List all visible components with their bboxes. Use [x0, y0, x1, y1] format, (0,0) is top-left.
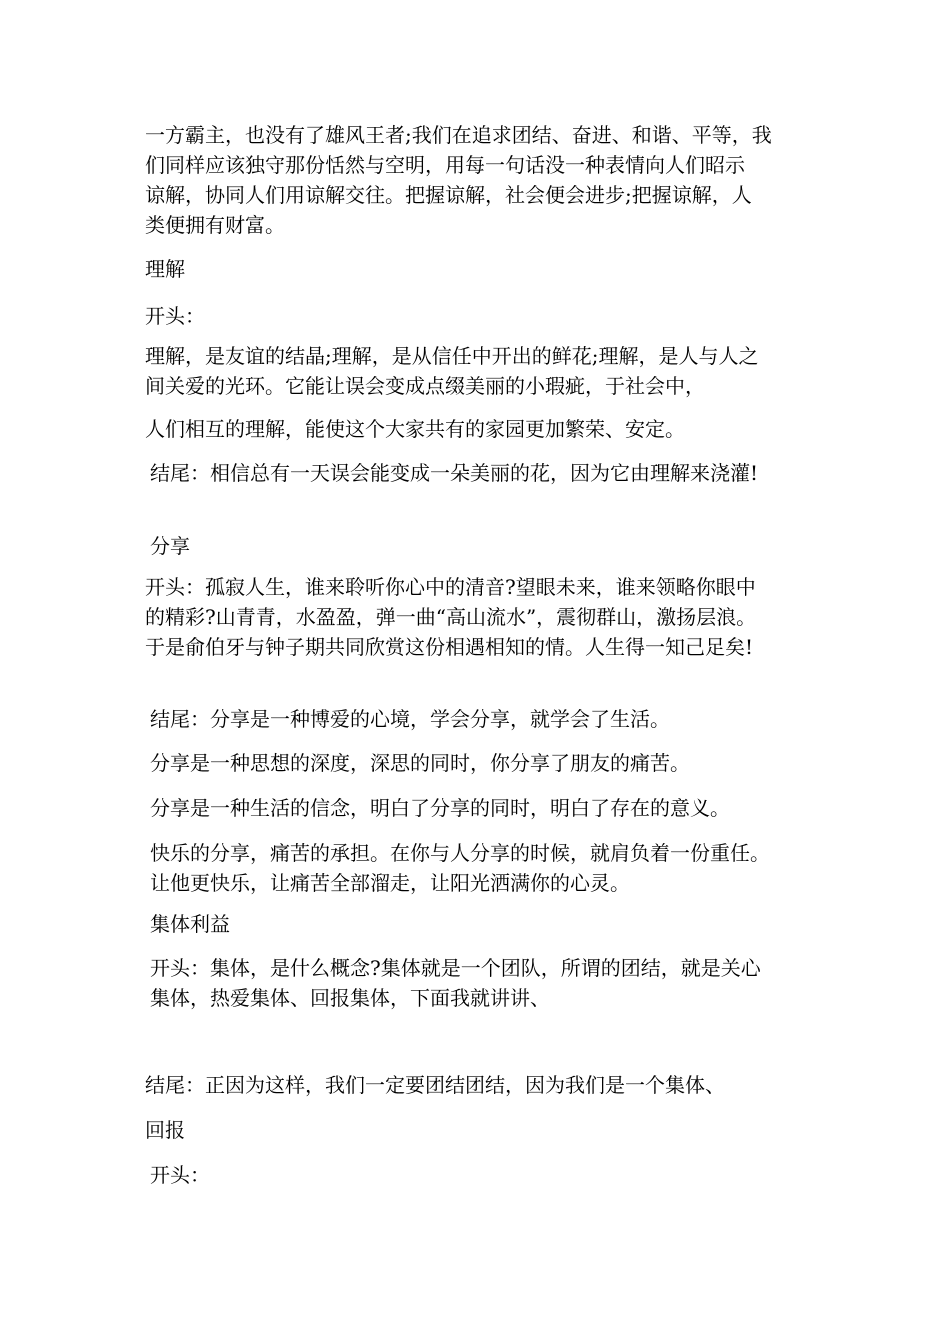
text-line: 一方霸主，也没有了雄风王者;我们在追求团结、奋进、和谐、平等，我: [145, 123, 772, 147]
text-line: 的精彩?山青青，水盈盈，弹一曲“高山流水”，震彻群山，激扬层浪。: [145, 605, 757, 629]
understanding-continuation: 人们相互的理解，能使这个大家共有的家园更加繁荣、安定。: [145, 417, 685, 441]
intro-paragraph: [145, 120, 813, 240]
sharing-opening: [145, 572, 813, 662]
text-line: 开头：孤寂人生，谁来聆听你心中的清音?望眼未来，谁来领略你眼中: [145, 575, 756, 599]
text-line: 开头：集体，是什么概念?集体就是一个团队，所谓的团结，就是关心: [150, 956, 761, 980]
text-line: 让他更快乐，让痛苦全部溜走，让阳光洒满你的心灵。: [150, 871, 630, 895]
sharing-ending: 结尾：分享是一种博爱的心境，学会分享，就学会了生活。: [150, 707, 670, 731]
sharing-line-2: 分享是一种思想的深度，深思的同时，你分享了朋友的痛苦。: [150, 751, 690, 775]
text-line: 们同样应该独守那份恬然与空明，用每一句话没一种表情向人们昭示: [145, 153, 745, 177]
text-line: 集体，热爱集体、回报集体，下面我就讲讲、: [150, 986, 550, 1010]
sharing-line-3: 分享是一种生活的信念，明白了分享的同时，明白了存在的意义。: [150, 796, 730, 820]
understanding-opening-text: [145, 341, 813, 401]
collective-ending: 结尾：正因为这样，我们一定要团结团结，因为我们是一个集体、: [145, 1073, 725, 1097]
section-title-sharing: 分享: [150, 534, 190, 558]
understanding-opening-label: 开头：: [145, 304, 205, 328]
section-title-collective: 集体利益: [150, 912, 230, 936]
text-line: 间关爱的光环。它能让误会变成点缀美丽的小瑕疵，于社会中，: [145, 374, 705, 398]
text-line: 快乐的分享，痛苦的承担。在你与人分享的时候，就肩负着一份重任。: [150, 841, 770, 865]
collective-opening: [150, 953, 813, 1013]
understanding-ending: 结尾：相信总有一天误会能变成一朵美丽的花，因为它由理解来浇灌!: [150, 461, 759, 485]
sharing-line-4: [150, 838, 813, 898]
section-title-understanding: 理解: [145, 257, 185, 281]
text-line: 谅解，协同人们用谅解交往。把握谅解，社会便会进步;把握谅解，人: [145, 183, 752, 207]
text-line: 于是俞伯牙与钟子期共同欣赏这份相遇相知的情。人生得一知己足矣!: [145, 635, 754, 659]
text-line: 类便拥有财富。: [145, 213, 285, 237]
section-title-repay: 回报: [145, 1118, 185, 1142]
text-line: 理解，是友谊的结晶;理解，是从信任中开出的鲜花;理解，是人与人之: [145, 344, 759, 368]
repay-opening-label: 开头：: [150, 1163, 210, 1187]
